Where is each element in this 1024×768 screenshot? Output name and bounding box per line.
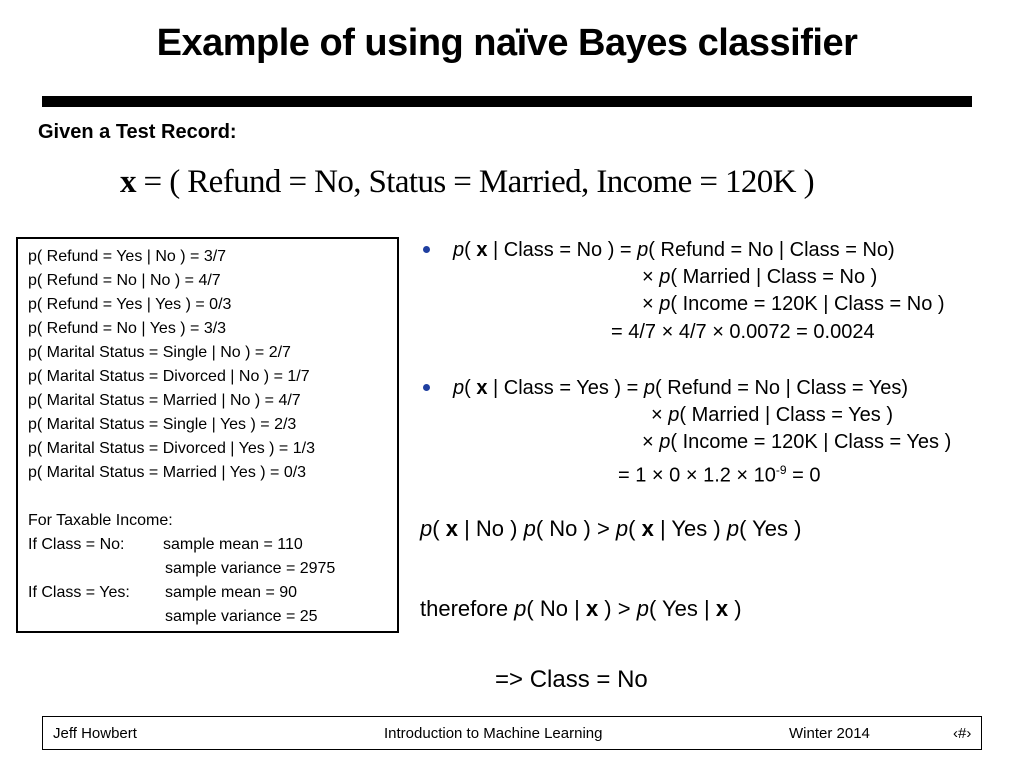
calc-no-result: = 4/7 × 4/7 × 0.0072 = 0.0024 [611, 321, 875, 343]
given-label: Given a Test Record: [38, 121, 237, 143]
calc-yes-line-2 [651, 403, 893, 427]
p-symbol: p [514, 596, 527, 621]
p-symbol: p [523, 516, 536, 541]
prob-line: p( Marital Status = Single | No ) = 2/7 [28, 344, 291, 361]
paren: ( [464, 239, 477, 261]
calc-yes-line-1 [453, 376, 908, 400]
therefore-part: ( No | [526, 596, 586, 621]
prob-line: p( Marital Status = Married | No ) = 4/7 [28, 392, 301, 409]
calc-yes-rhs1: ( Refund = No | Class = Yes) [654, 377, 909, 399]
calc-yes-result [618, 458, 821, 488]
calc-no-rhs2: ( Married | Class = No ) [670, 266, 878, 288]
calc-no-line-3 [642, 292, 945, 316]
p-symbol: p [453, 377, 465, 399]
calc-yes-line-3 [642, 430, 951, 454]
paren: ( [432, 516, 446, 541]
prob-line: p( Refund = Yes | No ) = 3/7 [28, 248, 227, 265]
x-symbol: x [445, 516, 458, 541]
calc-no-rhs1: ( Refund = No | Class = No) [648, 239, 895, 261]
x-symbol: x [715, 596, 729, 621]
times-sign: × [642, 431, 660, 453]
p-symbol: p [615, 516, 629, 541]
therefore-line [420, 596, 742, 622]
slide-title: Example of using naïve Bayes classifier [156, 22, 858, 64]
prob-line: p( Refund = Yes | Yes ) = 0/3 [28, 296, 232, 313]
times-sign: × [642, 293, 660, 315]
times-sign: × [651, 404, 669, 426]
p-symbol: p [643, 377, 655, 399]
comparison-line [420, 516, 801, 542]
compare-part: | Yes ) [653, 516, 727, 541]
p-symbol: p [420, 516, 433, 541]
calc-no-line-2 [642, 265, 877, 289]
p-symbol: p [637, 239, 649, 261]
footer-term: Winter 2014 [789, 725, 870, 742]
x-symbol: x [585, 596, 599, 621]
paren: ( [464, 377, 477, 399]
prob-line: p( Marital Status = Divorced | No ) = 1/7 [28, 368, 310, 385]
therefore-part: ) [728, 596, 742, 621]
p-symbol: p [726, 516, 740, 541]
therefore-word: therefore [420, 596, 515, 621]
test-record-equation [120, 164, 814, 201]
yes-class-variance: sample variance = 25 [165, 608, 318, 625]
prob-line: p( Marital Status = Married | Yes ) = 0/3 [28, 464, 307, 481]
x-symbol: x [476, 377, 488, 399]
exponent: -9 [775, 463, 787, 477]
conclusion: => Class = No [495, 666, 648, 693]
no-class-mean: sample mean = 110 [163, 536, 303, 553]
yes-class-label: If Class = Yes: [28, 584, 130, 601]
test-record-var: x [120, 164, 136, 200]
prob-line: p( Marital Status = Single | Yes ) = 2/3 [28, 416, 297, 433]
p-symbol: p [453, 239, 465, 261]
calc-yes-rhs3: ( Income = 120K | Class = Yes ) [670, 431, 952, 453]
p-symbol: p [659, 266, 671, 288]
title-rule [42, 96, 972, 107]
calc-yes-cond: | Class = Yes ) = [487, 377, 644, 399]
yes-class-mean: sample mean = 90 [165, 584, 298, 601]
prob-line: p( Marital Status = Divorced | Yes ) = 1/3 [28, 440, 315, 457]
footer-author: Jeff Howbert [53, 725, 137, 742]
footer-course: Introduction to Machine Learning [384, 725, 603, 742]
calc-no-rhs3: ( Income = 120K | Class = No ) [670, 293, 945, 315]
bullet-icon [423, 384, 430, 391]
compare-part: ( No ) > [535, 516, 616, 541]
paren: ( [628, 516, 642, 541]
compare-part: | No ) [457, 516, 524, 541]
income-title: For Taxable Income: [28, 512, 173, 529]
p-symbol: p [636, 596, 649, 621]
calc-no-line-1 [453, 238, 895, 262]
p-symbol: p [659, 431, 671, 453]
calc-no-cond: | Class = No ) = [487, 239, 638, 261]
calc-yes-result-main: = 1 × 0 × 1.2 × 10 [618, 464, 776, 487]
test-record-eq: = ( Refund = No, Status = Married, Income = 120K ) [135, 164, 814, 200]
x-symbol: x [641, 516, 654, 541]
times-sign: × [642, 266, 660, 288]
p-symbol: p [668, 404, 680, 426]
bullet-icon [423, 246, 430, 253]
therefore-part: ) > [598, 596, 637, 621]
compare-part: ( Yes ) [739, 516, 802, 541]
no-class-variance: sample variance = 2975 [165, 560, 336, 577]
prob-line: p( Refund = No | No ) = 4/7 [28, 272, 221, 289]
p-symbol: p [659, 293, 671, 315]
calc-yes-rhs2: ( Married | Class = Yes ) [679, 404, 893, 426]
calc-yes-result-end: = 0 [786, 464, 821, 487]
therefore-part: ( Yes | [648, 596, 716, 621]
no-class-label: If Class = No: [28, 536, 125, 553]
footer-page-number: ‹#› [953, 725, 972, 742]
x-symbol: x [476, 239, 488, 261]
prob-line: p( Refund = No | Yes ) = 3/3 [28, 320, 227, 337]
